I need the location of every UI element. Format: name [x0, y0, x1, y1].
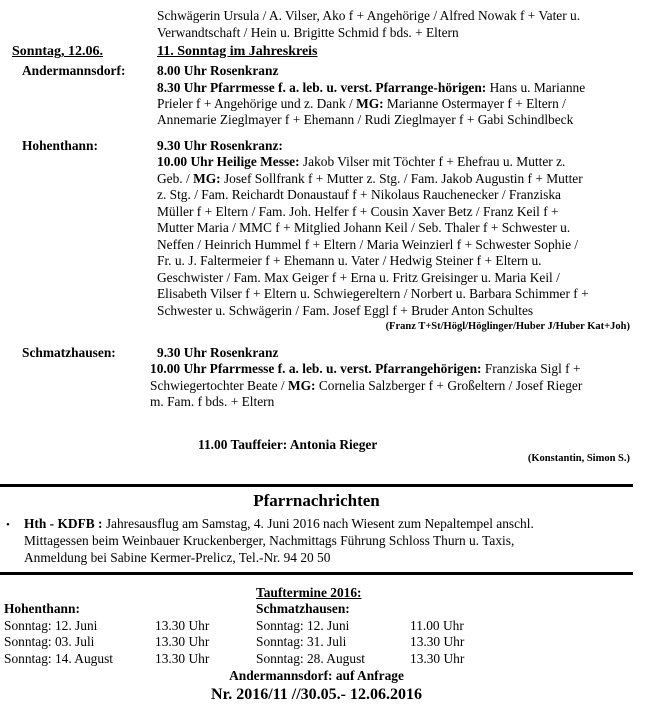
tauftermin-time: 11.00 Uhr [410, 618, 464, 633]
tauftermin-day: Sonntag: 03. Juli [4, 634, 95, 649]
day-date: Sonntag, 12.06. [12, 44, 104, 59]
news-item-line-1: Hth - KDFB : Jahresausflug am Samstag, 4. Juni 2016 nach Wiesent zum Nepaltempel anschl. [24, 516, 534, 531]
schmatzhausen-line-4: m. Fam. f bds. + Eltern [150, 394, 275, 409]
tauftermin-time: 13.30 Uhr [155, 618, 210, 633]
bullet-icon: • [6, 519, 10, 531]
intro-line-2: Verwandtschaft / Hein u. Brigitte Schmid f bds. + Eltern [157, 25, 459, 40]
hohenthann-line-5: Müller f + Eltern / Fam. Joh. Helfer f + Cousin Xaver Betz / Franz Keil f + [157, 204, 559, 219]
tauftermin-day: Sonntag: 12. Juni [4, 618, 98, 633]
schmatzhausen-line-2: 10.00 Uhr Pfarrmesse f. a. leb. u. verst. Pfarrangehörigen: Franziska Sigl f + [150, 361, 581, 376]
hohenthann-line-1: 9.30 Uhr Rosenkranz: [157, 138, 283, 153]
hohenthann-helpers: (Franz T+St/Högl/Höglinger/Huber J/Huber Kat+Joh) [385, 321, 630, 332]
news-heading: Pfarrnachrichten [253, 491, 380, 510]
tauftermin-day: Sonntag: 12. Juni [256, 618, 350, 633]
hohenthann-line-10: Elisabeth Vilser f + Eltern u. Schwiegereltern / Norbert u. Barbara Schimmer f + [157, 286, 589, 301]
andermannsdorf-line-3: Prieler f + Angehörige und z. Dank / MG: Marianne Ostermayer f + Eltern / [157, 96, 566, 111]
parish-label-hohenthann: Hohenthann: [22, 138, 98, 153]
tauftermin-day: Sonntag: 28. August [256, 651, 365, 666]
parish-label-andermannsdorf: Andermannsdorf: [22, 63, 126, 78]
tauffeier-helpers: (Konstantin, Simon S.) [527, 453, 630, 464]
section-divider [0, 484, 633, 487]
tauftermin-time: 13.30 Uhr [410, 651, 465, 666]
tauftermin-time: 13.30 Uhr [155, 651, 210, 666]
andermannsdorf-line-4: Annemarie Zieglmayer f + Ehemann / Rudi Zieglmayer f + Gabi Schindlbeck [157, 112, 574, 127]
tauftermin-time: 13.30 Uhr [410, 634, 465, 649]
tauftermine-schmatzhausen-heading: Schmatzhausen: [256, 601, 350, 616]
hohenthann-line-2: 10.00 Uhr Heilige Messe: Jakob Vilser mit Töchter f + Ehefrau u. Mutter z. [157, 154, 566, 169]
news-item-line-3: Anmeldung bei Sabine Kermer-Prelicz, Tel.-Nr. 94 20 50 [24, 550, 331, 565]
tauftermin-day: Sonntag: 31. Juli [256, 634, 347, 649]
day-title: 11. Sonntag im Jahreskreis [157, 44, 318, 59]
issue-number: Nr. 2016/11 //30.05.- 12.06.2016 [211, 686, 422, 703]
andermannsdorf-line-1: 8.00 Uhr Rosenkranz [157, 63, 279, 78]
news-item-line-2: Mittagessen beim Weinbauer Kruckenberger, Nachmittags Führung Schloss Thurn u. Taxis, [24, 533, 515, 548]
schmatzhausen-line-3: Schwiegertochter Beate / MG: Cornelia Salzberger f + Großeltern / Josef Rieger [150, 378, 583, 393]
hohenthann-line-11: Schwester u. Schwägerin / Fam. Josef Eggl f + Bruder Anton Schultes [157, 303, 534, 318]
hohenthann-line-9: Geschwister / Fam. Max Geiger f + Erna u. Fritz Greisinger u. Maria Keil / [157, 270, 560, 285]
andermannsdorf-line-2: 8.30 Uhr Pfarrmesse f. a. leb. u. verst. Pfarrange-hörigen: Hans u. Marianne [157, 80, 586, 95]
tauftermine-hohenthann-heading: Hohenthann: [4, 601, 80, 616]
tauftermin-day: Sonntag: 14. August [4, 651, 113, 666]
intro-line-1: Schwägerin Ursula / A. Vilser, Ako f + Angehörige / Alfred Nowak f + Vater u. [157, 8, 581, 23]
section-divider-2 [0, 572, 633, 575]
tauftermine-title: Tauftermine 2016: [256, 585, 362, 600]
parish-label-schmatzhausen: Schmatzhausen: [22, 345, 116, 360]
hohenthann-line-6: Mutter Maria / MMC f + Mitglied Johann Keil / Seb. Thaler f + Schwester u. [157, 220, 571, 235]
hohenthann-line-4: z. Stg. / Fam. Reichardt Donaustauf f + Nikolaus Rauchenecker / Franziska [157, 187, 561, 202]
tauffeier-line: 11.00 Tauffeier: Antonia Rieger [198, 437, 378, 452]
tauftermin-time: 13.30 Uhr [155, 634, 210, 649]
tauftermine-andermannsdorf: Andermannsdorf: auf Anfrage [229, 668, 404, 683]
hohenthann-line-3: Geb. / MG: Josef Sollfrank f + Mutter z. Stg. / Fam. Jakob Augustin f + Mutter [157, 171, 583, 186]
hohenthann-line-7: Neffen / Heinrich Hummel f + Eltern / Maria Weinzierl f + Schwester Sophie / [157, 237, 579, 252]
hohenthann-line-8: Fr. u. J. Faltermeier f + Ehemann u. Vater / Hedwig Steiner f + Eltern u. [157, 253, 542, 268]
schmatzhausen-line-1: 9.30 Uhr Rosenkranz [157, 345, 279, 360]
